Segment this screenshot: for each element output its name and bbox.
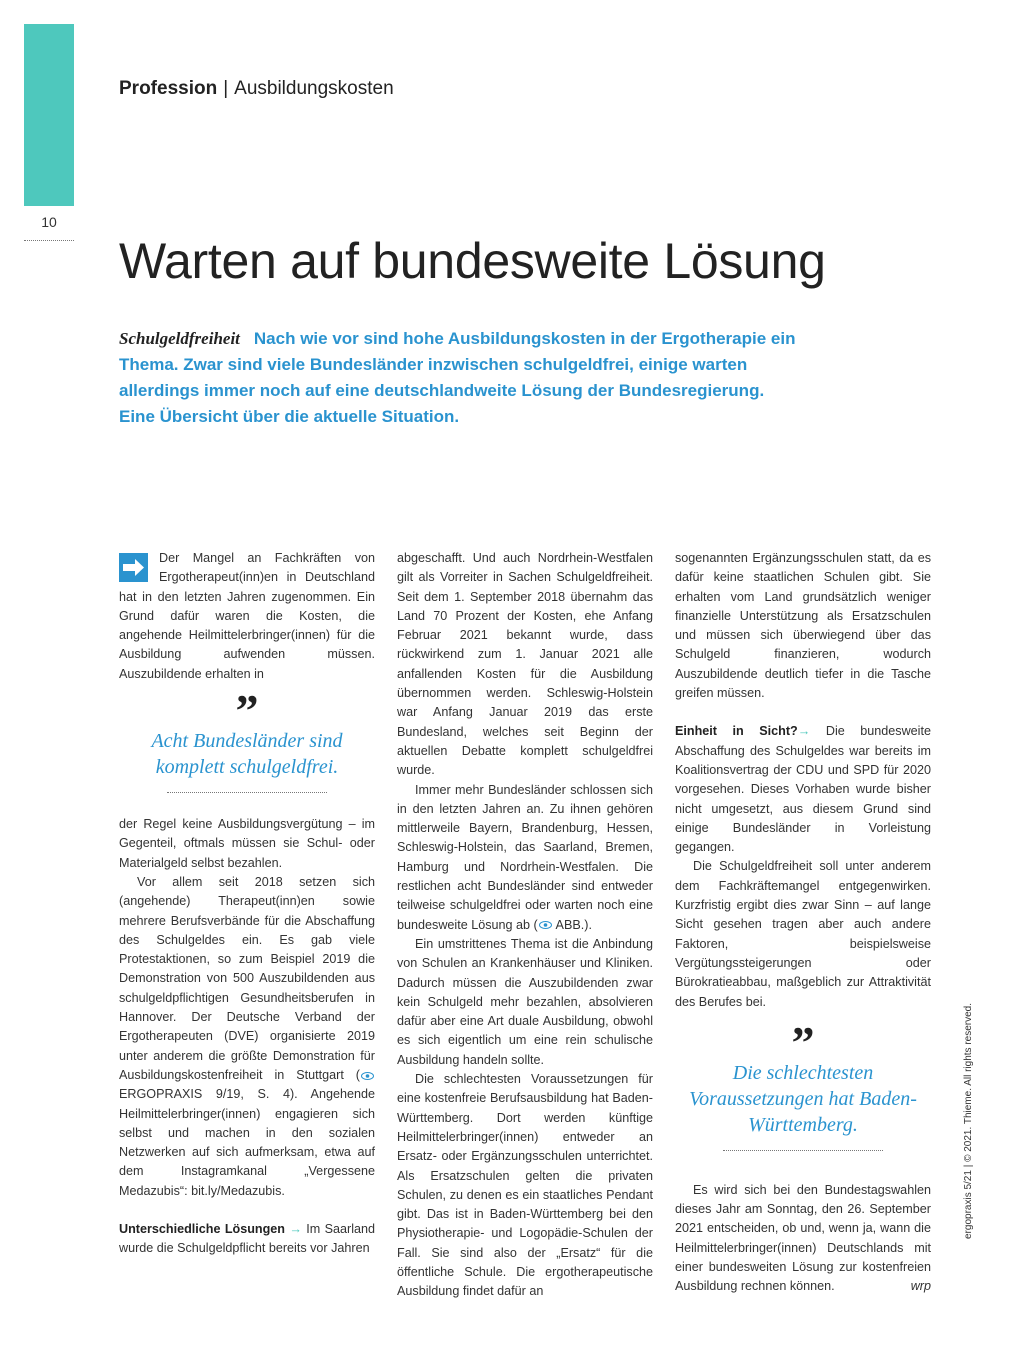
copyright-notice: ergopraxis 5/21 | © 2021. Thieme. All rights reserved. [963,1002,974,1239]
section-separator: | [223,78,229,99]
pull-quote-divider [723,1150,883,1151]
arrow-right-icon [119,553,148,582]
page-number-divider [24,240,74,241]
paragraph: sogenannten Ergänzungsschulen statt, da es dafür keine staatlichen Schulen gibt. Sie erhalten vom Land grundsätzlich weniger finanzielle Unterstützung als Ersatzschulen und müssen sich überwiegend über das Schulgeld finanzieren, wodurch Auszubildende deutlich tiefer in die Tasche greifen müssen. [675,551,931,701]
article-column-2 [397,549,653,1302]
cross-reference: ERGOPRAXIS 9/19, S. 4 [119,1087,290,1102]
paragraph: Die Schulgeldfreiheit soll unter anderem dem Fachkräftemangel entgegenwirken. Kurzfristig ergibt dies zwar Sinn – auf lange Sicht gesehen tragen aber auch andere Faktoren, beispielsweise Vergütungssteigerungen oder Bürokratieabbau, maßgeblich zur Attraktivität des Berufes bei. [675,859,931,1009]
paragraph: Ein umstrittenes Thema ist die Anbindung von Schulen an Krankenhäuser und Kliniken. Dadurch müssen die Auszubildenden zwar kein Schulgeld mehr bezahlen, absolvieren dafür aber eine Art duale Ausbildung, obwohl es sich eigentlich um eine rein schulische Ausbildung handeln sollte. [397,936,653,1067]
section-header [119,78,394,100]
pull-quote [119,685,375,793]
section-topic: Ausbildungskosten [234,78,394,99]
paragraph: Die schlechtesten Voraussetzungen für eine kostenfreie Berufsausbildung hat Baden-Württemberg. Dort werden künftige Heilmittelerbringer(innen) entweder an Ersatz- oder Ergänzungsschulen unterrichtet. Als Ersatzschulen gelten die privaten Schulen, zu denen es ein staatliches Pendant gibt. Das ist in Baden-Württemberg bei den Physiotherapie- und Logopädie-Schulen der Fall. Sie sind also der „Ersatz“ für die öffentliche Schule. Die ergotherapeutische Ausbildung findet dafür an [397,1072,653,1299]
quote-mark-icon: ” [235,685,259,737]
paragraph-text: Im Saarland wurde die Schulgeldpflicht bereits vor Jahren [119,1222,376,1256]
paragraph-text: Die bundesweite Abschaffung des Schulgeldes war bereits im Koalitionsvertrag der CDU und SPD für 2020 vorgesehen. Dieses Vorhaben wurde bisher nicht umgesetzt, aus diesem Grund sind einige Bundesländer in Vorleistung gegangen. [675,724,931,855]
eye-icon [361,1072,374,1080]
paragraph-text: Es wird sich bei den Bundestagswahlen dieses Jahr am Sonntag, den 26. September 2021 entscheiden, ob und, wenn ja, wann die Heilmittelerbringer(innen) Deutschlands mit einer bundesweiten Lösung zur kostenfreien Ausbildung rechnen können. [675,1182,931,1294]
author-signature: wrp [910,1279,931,1294]
section-accent-bar [24,24,74,206]
quote-mark-icon: ” [791,1016,815,1068]
paragraph: abgeschafft. Und auch Nordrhein-Westfalen gilt als Vorreiter in Sachen Schulgeldfreiheit. Seit dem 1. September 2018 übernahm das Land 70 Prozent der Kosten, ehe Anfang Februar 2021 bekannt wurde, dass rückwirkend zum 1. Januar 2021 alle anfallenden Kosten für die Ausbildung übernommen werden. Schleswig-Holstein war Anfang Januar 2019 das erste Bundesland, welches seit Beginn der aktuellen Debatte komplett schulgeldfrei wurde. [397,551,653,778]
paragraph [397,781,653,935]
paragraph: Der Mangel an Fachkräften von Ergotherapeut(inn)en in Deutschland hat in den letzten Jahren zugenommen. Ein Grund dafür waren die Kosten, die angehende Heilmittelerbringer(innen) für die Ausbildung aufwenden müssen. Auszubildende erhalten in [119,551,375,681]
arrow-right-icon: → [797,724,811,739]
paragraph-text: Immer mehr Bundesländer schlossen sich in den letzten Jahren an. Zu ihnen gehören mittlerweile Bayern, Brandenburg, Hessen, Schleswig-Holstein, das Saarland, Bremen, Hamburg und Nordrhein-Westfalen. Die restlichen acht Bundesländer sind entweder teilweise schulgeldfrei oder warten noch eine bundesweite Lösung ab ( [397,782,653,932]
arrow-right-icon: → [289,1222,302,1237]
article-kicker: Schulgeldfreiheit [119,329,240,348]
paragraph-text: ). Angehende Heilmittelerbringer(innen) engagieren sich selbst und machen in den sozialen Netzwerken auf sich aufmerksam, etwa auf dem Instagramkanal „Vergessene Medazubis“: bit.ly/Medazubis. [119,1087,375,1198]
pull-quote [675,1016,931,1151]
pull-quote-divider [167,792,327,793]
cross-reference: ABB. [555,917,585,932]
paragraph-text: ). [584,917,592,932]
pull-quote-text: Die schlechtesten Voraussetzungen hat Baden-Württemberg. [689,1061,917,1136]
article-column-1 [119,549,375,1259]
article-column-3 [675,549,931,1297]
paragraph [675,1181,931,1297]
paragraph [675,722,931,857]
section-name: Profession [119,78,218,99]
subheading: Unterschiedliche Lösungen [119,1222,285,1237]
article-headline: Warten auf bundesweite Lösung [119,233,826,289]
paragraph [119,873,375,1201]
pull-quote-text: Acht Bundesländer sind komplett schulgeldfrei. [151,730,343,779]
page-number: 10 [41,214,57,230]
lead-text: Nach wie vor sind hohe Ausbildungskosten in der Ergotherapie ein Thema. Zwar sind viele Bundesländer inzwischen schulgeldfrei, einige warten allerdings immer noch auf eine deutschlandweite Lösung der Bundesregierung. Eine Übersicht über die aktuelle Situation. [119,329,796,426]
eye-icon [539,921,552,929]
paragraph-text: Vor allem seit 2018 setzen sich (angehende) Therapeut(inn)en sowie mehrere Berufsverbände für die Abschaffung des Schulgeldes ein. Es gab viele Protestaktionen, so zum Beispiel 2019 die Demonstration von 500 Auszubildenden aus schulgeldpflichtigen Gesundheitsberufen in Hannover. Der Deutsche Verband der Ergotherapeuten (DVE) organisierte 2019 unter anderem die größte Demonstration für Ausbildungskostenfreiheit in Stuttgart ( [119,874,375,1082]
article-lead [119,326,799,430]
subheading: Einheit in Sicht? [675,724,798,739]
paragraph: der Regel keine Ausbildungsvergütung – im Gegenteil, oftmals müssen sie Schul- oder Materialgeld selbst bezahlen. [119,817,375,870]
paragraph [119,1220,375,1259]
